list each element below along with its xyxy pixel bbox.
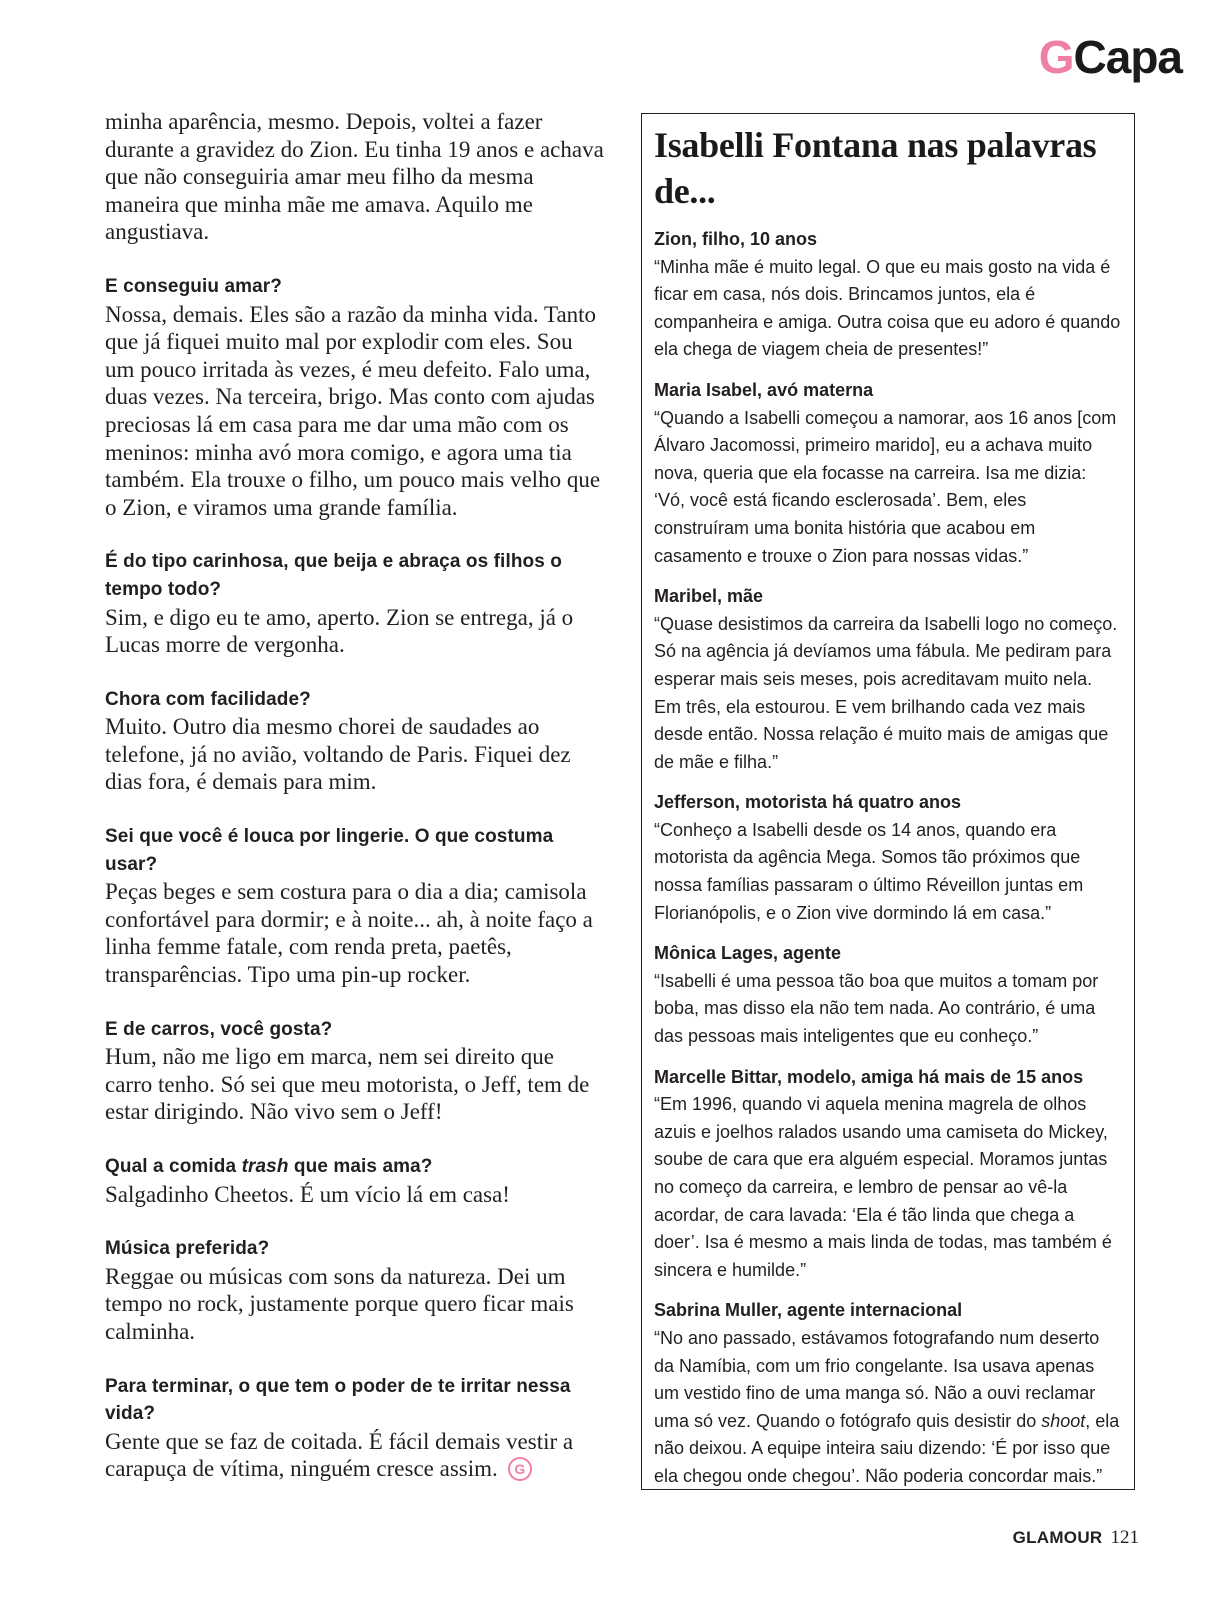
qa-block: [105, 1153, 605, 1208]
interview-column: [105, 108, 605, 1510]
magazine-name: GLAMOUR: [1012, 1528, 1103, 1547]
answer: Sim, e digo eu te amo, aperto. Zion se entrega, já o Lucas morre de vergonha.: [105, 604, 574, 658]
quote-text-part: “No ano passado, estávamos fotografando num deserto da Namíbia, com um frio congelante. Isa usava apenas um vestido fino de uma manga só. Não a ouvi reclamar uma só vez. Quando o fotógrafo quis desistir do: [654, 1327, 1100, 1431]
qa-block: [105, 273, 605, 521]
question: [105, 1153, 605, 1181]
qa-block: [105, 823, 605, 989]
question: E conseguiu amar?: [105, 275, 282, 297]
answer: Peças beges e sem costura para o dia a dia; camisola confortável para dormir; e à noite... ah, à noite faço a linha femme fatale, com renda preta, paetês, transparências. Tipo uma pin-up rocker.: [105, 879, 593, 988]
quote-text: [654, 1325, 1122, 1491]
question-italic: trash: [241, 1156, 289, 1177]
quote-text-italic: shoot: [1041, 1410, 1086, 1431]
quote-block: [654, 1297, 1122, 1490]
answer: Gente que se faz de coitada. É fácil demais vestir a carapuça de vítima, ninguém cresce assim.: [105, 1428, 574, 1482]
answer: Reggae ou músicas com sons da natureza. Dei um tempo no rock, justamente porque quero ficar mais calminha.: [105, 1263, 574, 1344]
quote-text: “Quando a Isabelli começou a namorar, aos 16 anos [com Álvaro Jacomossi, primeiro marido], eu a achava muito nova, queria que ela focasse na carreira. Isa me dizia: ‘Vó, você está ficando esclerosada’. Bem, eles construíram uma bonita história que acabou em casamento e trouxe o Zion para nossas vidas.”: [654, 407, 1117, 566]
intro-paragraph: minha aparência, mesmo. Depois, voltei a fazer durante a gravidez do Zion. Eu tinha 19 anos e achava que não conseguiria amar meu filho da mesma maneira que minha mãe me amava. Aquilo me angustiava.: [105, 109, 604, 245]
question: E de carros, você gosta?: [105, 1018, 333, 1040]
qa-block: [105, 686, 605, 796]
question: É do tipo carinhosa, que beija e abraça os filhos o tempo todo?: [105, 551, 562, 600]
answer: Hum, não me ligo em marca, nem sei direito que carro tenho. Só sei que meu motorista, o Jeff, tem de estar dirigindo. Não vivo sem o Jeff!: [105, 1044, 590, 1125]
quote-block: [654, 940, 1122, 1050]
quote-text: “Conheço a Isabelli desde os 14 anos, quando era motorista da agência Mega. Somos tão próximos que nossa famílias passaram o último Réveillon juntas em Florianópolis, e o Zion vive dormindo lá em casa.”: [654, 819, 1084, 923]
quote-block: [654, 583, 1122, 776]
question-part: Qual a comida: [105, 1156, 242, 1177]
question: Sei que você é louca por lingerie. O que costuma usar?: [105, 826, 554, 875]
section-letter: G: [1038, 31, 1074, 83]
quote-author: Jefferson, motorista há quatro anos: [654, 792, 962, 813]
qa-block: [105, 1235, 605, 1345]
quote-text: “Quase desistimos da carreira da Isabelli logo no começo. Só na agência já devíamos uma fábula. Me pediram para esperar mais seis meses, pois acreditavam muito nela. Em três, ela estourou. E vem brilhando cada vez mais desde então. Nossa relação é muito mais de amigas que de mãe e filha.”: [654, 613, 1118, 772]
quote-block: [654, 377, 1122, 570]
quote-text: “Minha mãe é muito legal. O que eu mais gosto na vida é ficar em casa, nós dois. Brincamos juntos, ela é companheira e amiga. Outra coisa que eu adoro é quando ela chega de viagem cheia de presentes!”: [654, 256, 1121, 360]
question-part: que mais ama?: [288, 1156, 433, 1177]
page-number: 121: [1110, 1527, 1139, 1548]
quote-author: Sabrina Muller, agente internacional: [654, 1300, 963, 1321]
quote-author: Marcelle Bittar, modelo, amiga há mais de 15 anos: [654, 1066, 1084, 1087]
answer: Salgadinho Cheetos. É um vício lá em casa!: [105, 1181, 510, 1207]
quote-block: [654, 789, 1122, 927]
quote-author: Maribel, mãe: [654, 586, 764, 607]
quote-author: Maria Isabel, avó materna: [654, 379, 874, 400]
answer: Nossa, demais. Eles são a razão da minha vida. Tanto que já fiquei muito mal por explodir com eles. Sou um pouco irritada às vezes, é meu defeito. Falo uma, duas vezes. Na terceira, brigo. Mas conto com ajudas preciosas lá em casa para me dar uma mão com os meninos: minha avó mora comigo, e agora uma tia também. Ela trouxe o filho, um pouco mais velho que o Zion, e viramos uma grande família.: [105, 301, 601, 520]
quote-text: “Isabelli é uma pessoa tão boa que muitos a tomam por boba, mas disso ela não tem nada. Ao contrário, é uma das pessoas mais inteligentes que eu conheço.”: [654, 970, 1099, 1047]
answer-wrap: [105, 1428, 605, 1483]
quote-block: [654, 1064, 1122, 1285]
quotes-sidebar: [641, 113, 1135, 1490]
quote-text-part: , ela não deixou. A equipe inteira saiu dizendo: ‘É por isso que ela chegou onde chegou’. Não poderia concordar mais.”: [654, 1410, 1120, 1486]
sidebar-title: Isabelli Fontana nas palavras de...: [654, 125, 1097, 211]
question: Para terminar, o que tem o poder de te irritar nessa vida?: [105, 1375, 571, 1425]
qa-block: [105, 548, 605, 658]
qa-block: [105, 1016, 605, 1126]
quote-text: “Em 1996, quando vi aquela menina magrela de olhos azuis e joelhos ralados usando uma camiseta do Mickey, soube de cara que era alguém especial. Moramos juntas no começo da carreira, e lembro de pensar ao vê-la acordar, de cara lavada: ‘Ela é tão linda que chega a doer’. Isa é mesmo a mais linda de todas, mas também é sincera e humilde.”: [654, 1094, 1112, 1280]
quote-author: Zion, filho, 10 anos: [654, 229, 818, 249]
quote-author: Mônica Lages, agente: [654, 943, 842, 964]
section-word: Capa: [1073, 31, 1182, 83]
question: Música preferida?: [105, 1238, 270, 1260]
section-tag: [1039, 30, 1182, 84]
page-footer: [1013, 1527, 1139, 1549]
end-mark-icon: G: [508, 1457, 532, 1481]
quote-block: [654, 226, 1122, 364]
answer: Muito. Outro dia mesmo chorei de saudades ao telefone, já no avião, voltando de Paris. Fiquei dez dias fora, é demais para mim.: [105, 714, 571, 795]
question: Chora com facilidade?: [105, 688, 311, 710]
qa-block: [105, 1373, 605, 1483]
